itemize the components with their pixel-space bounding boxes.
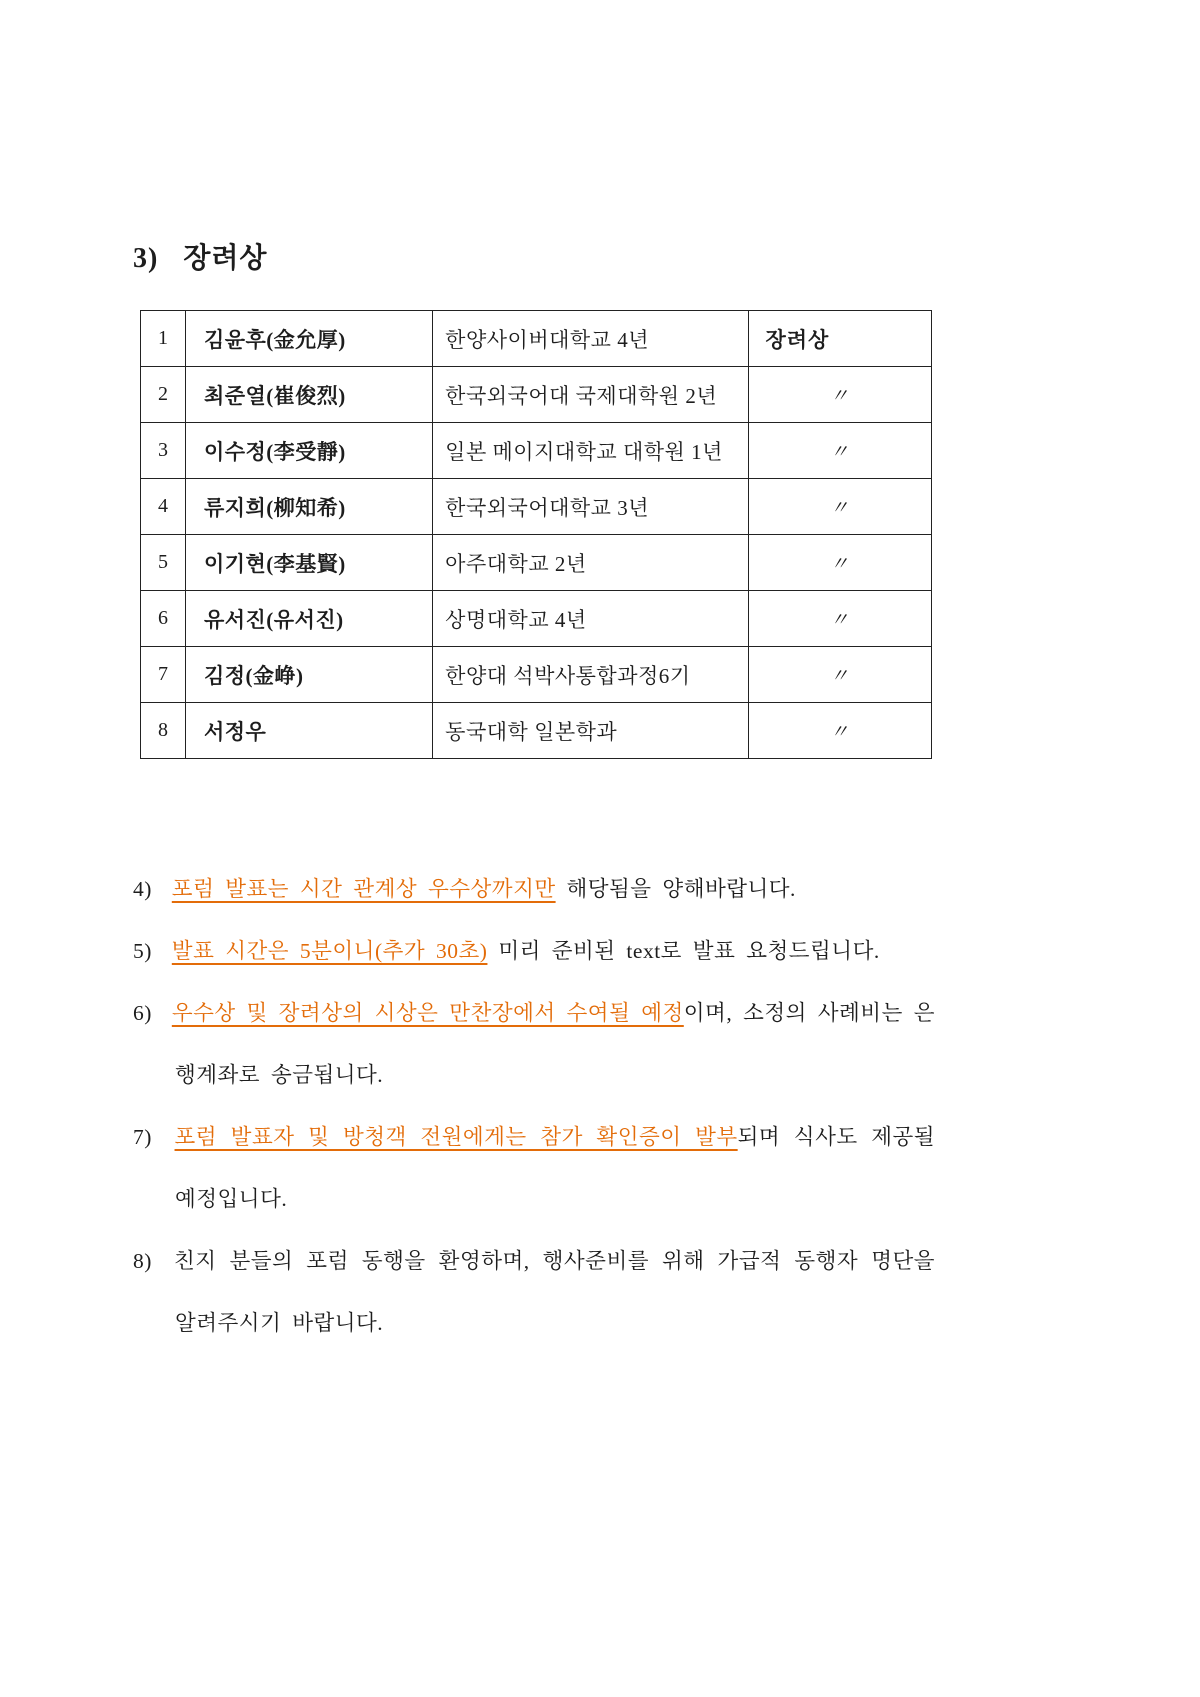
note-item [133, 1106, 935, 1230]
winner-name: 이수정(李受靜) [185, 423, 432, 479]
award-label: 〃 [749, 535, 932, 591]
award-label: 〃 [749, 703, 932, 759]
table-row [141, 479, 932, 535]
winner-name: 김정(金峥) [185, 647, 432, 703]
note-number: 6) [133, 1001, 152, 1025]
winner-affiliation: 한양사이버대학교 4년 [433, 311, 749, 367]
awards-table-body [141, 311, 932, 759]
row-number: 5 [141, 535, 186, 591]
note-text: 미리 준비된 text로 발표 요청드립니다. [487, 939, 880, 963]
award-label: 〃 [749, 591, 932, 647]
notes-list [133, 858, 935, 1354]
note-text: 이며, 소정의 사례비는 은행계좌로 송금됩니다. [175, 1001, 936, 1087]
note-text: 되며 식사도 제공될 예정입니다. [175, 1125, 936, 1211]
row-number: 7 [141, 647, 186, 703]
award-label: 〃 [749, 367, 932, 423]
note-item [133, 858, 935, 920]
table-row [141, 311, 932, 367]
section-heading [133, 236, 267, 276]
note-number: 7) [133, 1125, 152, 1149]
row-number: 3 [141, 423, 186, 479]
award-label: 장려상 [749, 311, 932, 367]
award-label: 〃 [749, 423, 932, 479]
note-text: 해당됨을 양해바랍니다. [555, 877, 796, 901]
table-row [141, 591, 932, 647]
note-number: 5) [133, 939, 152, 963]
winner-name: 서정우 [185, 703, 432, 759]
note-item [133, 1230, 935, 1354]
row-number: 2 [141, 367, 186, 423]
note-text: 친지 분들의 포럼 동행을 환영하며, 행사준비를 위해 가급적 동행자 명단을 알려주시기 바랍니다. [173, 1249, 935, 1335]
note-highlight: 발표 시간은 5분이니(추가 30초) [171, 939, 488, 963]
winner-name: 김윤후(金允厚) [185, 311, 432, 367]
winner-affiliation: 아주대학교 2년 [433, 535, 749, 591]
note-item [133, 982, 935, 1106]
section-title: 장려상 [183, 243, 268, 274]
row-number: 8 [141, 703, 186, 759]
winner-affiliation: 일본 메이지대학교 대학원 1년 [433, 423, 749, 479]
winner-name: 류지희(柳知希) [185, 479, 432, 535]
note-highlight: 포럼 발표자 및 방청객 전원에게는 참가 확인증이 발부 [174, 1125, 738, 1149]
winner-name: 최준열(崔俊烈) [185, 367, 432, 423]
note-item [133, 920, 935, 982]
table-row [141, 535, 932, 591]
awards-table [140, 310, 932, 759]
winner-name: 유서진(유서진) [185, 591, 432, 647]
section-number: 3) [133, 243, 159, 274]
winner-affiliation: 동국대학 일본학과 [433, 703, 749, 759]
award-label: 〃 [749, 647, 932, 703]
winner-name: 이기현(李基賢) [185, 535, 432, 591]
table-row [141, 647, 932, 703]
winner-affiliation: 한국외국어대학교 3년 [433, 479, 749, 535]
table-row [141, 423, 932, 479]
table-row [141, 703, 932, 759]
row-number: 1 [141, 311, 186, 367]
winner-affiliation: 상명대학교 4년 [433, 591, 749, 647]
note-number: 8) [133, 1249, 152, 1273]
note-highlight: 포럼 발표는 시간 관계상 우수상까지만 [171, 877, 556, 901]
row-number: 6 [141, 591, 186, 647]
winner-affiliation: 한양대 석박사통합과정6기 [433, 647, 749, 703]
row-number: 4 [141, 479, 186, 535]
note-highlight: 우수상 및 장려상의 시상은 만찬장에서 수여될 예정 [171, 1001, 684, 1025]
note-number: 4) [133, 877, 152, 901]
winner-affiliation: 한국외국어대 국제대학원 2년 [433, 367, 749, 423]
award-label: 〃 [749, 479, 932, 535]
table-row [141, 367, 932, 423]
